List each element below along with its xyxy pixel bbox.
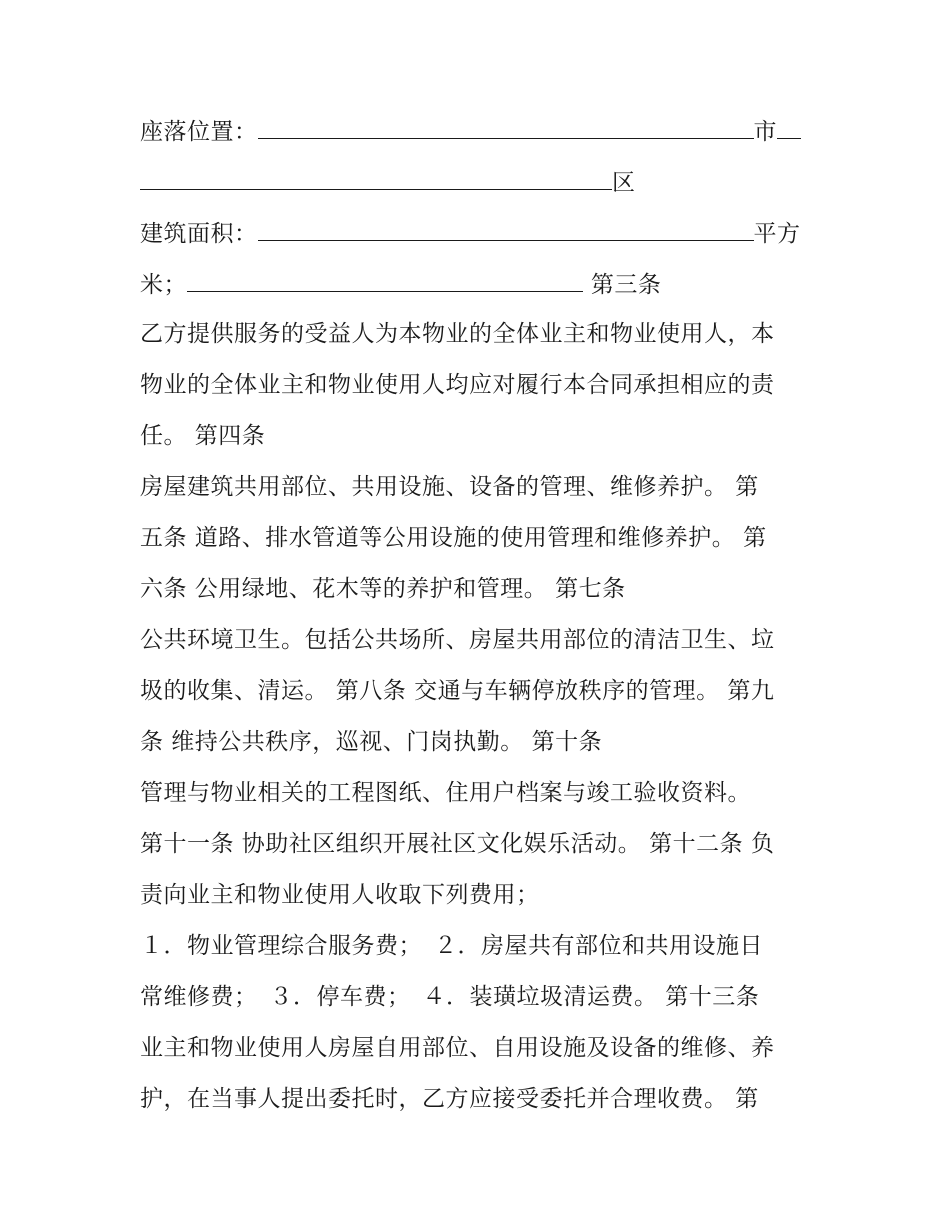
text-line-6: 物业的全体业主和物业使用人均应对履行本合同承担相应的责 [140, 372, 775, 398]
location-line [140, 112, 801, 148]
text-line-18: 常维修费； ３．停车费； ４．装璜垃圾清运费。 第十三条 [140, 984, 760, 1010]
text-line-11: 公共环境卫生。包括公共场所、房屋共用部位的清洁卫生、垃 [140, 627, 775, 653]
text-line-19: 业主和物业使用人房屋自用部位、自用设施及设备的维修、养 [140, 1035, 775, 1061]
text-line-9: 五条 道路、排水管道等公用设施的使用管理和维修养护。 第 [140, 525, 767, 551]
city-label: 市 [753, 119, 777, 145]
text-line-20: 护，在当事人提出委托时，乙方应接受委托并合理收费。 第 [140, 1086, 759, 1112]
district-line [140, 163, 636, 199]
text-line-14: 管理与物业相关的工程图纸、住用户档案与竣工验收资料。 [140, 780, 751, 806]
text-line-16: 责向业主和物业使用人收取下列费用； [140, 882, 540, 908]
location-label: 座落位置： [140, 119, 258, 145]
text-line-15: 第十一条 协助社区组织开展社区文化娱乐活动。 第十二条 负 [140, 831, 775, 857]
district-blank [140, 163, 612, 190]
area-line [140, 214, 801, 250]
location-blank [258, 112, 754, 139]
area-blank [258, 214, 754, 241]
text-line-12: 圾的收集、清运。 第八条 交通与车辆停放秩序的管理。 第九 [140, 678, 775, 704]
text-line-10: 六条 公用绿地、花木等的养护和管理。 第七条 [140, 576, 626, 602]
area-extra-blank [187, 265, 583, 292]
text-line-5: 乙方提供服务的受益人为本物业的全体业主和物业使用人，本 [140, 321, 775, 347]
district-label: 区 [612, 170, 636, 196]
text-line-7: 任。 第四条 [140, 423, 266, 449]
text-line-8: 房屋建筑共用部位、共用设施、设备的管理、维修养护。 第 [140, 474, 759, 500]
area-unit-a: 平方 [753, 221, 801, 247]
article-3-heading: 第三条 [590, 272, 662, 298]
area-unit-line [140, 265, 661, 301]
area-label: 建筑面积： [140, 221, 258, 247]
city-blank [777, 112, 801, 139]
area-unit-b: 米； [140, 272, 187, 298]
text-line-17: １．物业管理综合服务费； ２．房屋共有部位和共用设施日 [140, 933, 763, 959]
text-line-13: 条 维持公共秩序，巡视、门岗执勤。 第十条 [140, 729, 603, 755]
